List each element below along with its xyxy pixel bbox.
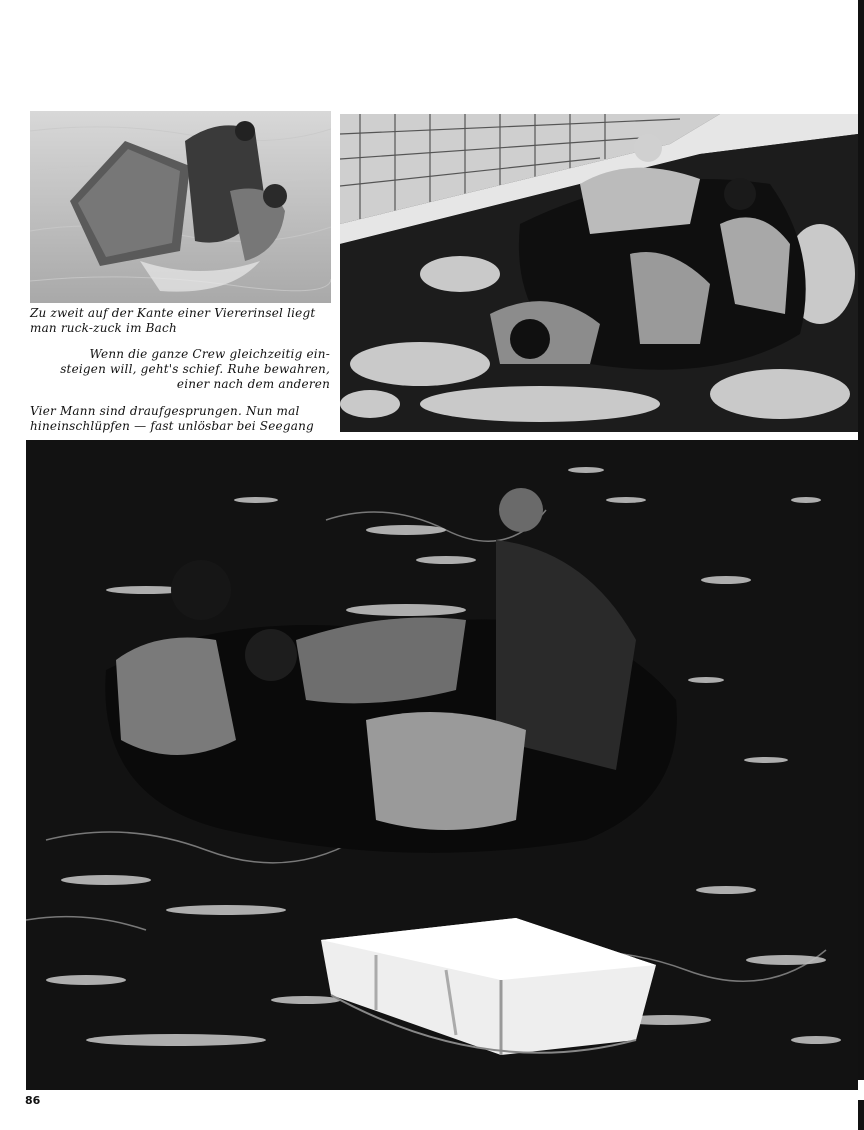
caption-line: Wenn die ganze Crew gleichzeitig ein- <box>89 347 330 361</box>
caption-line: hineinschlüpfen — fast unlösbar bei Seegang <box>30 419 314 433</box>
caption-whole-crew <box>30 347 330 392</box>
caption-raft-edge <box>30 306 330 336</box>
caption-line: man ruck-zuck im Bach <box>30 321 177 335</box>
page-number: 86 <box>25 1094 41 1107</box>
photo-raft-edge-capsize-image <box>30 111 331 303</box>
page-edge-shadow <box>858 0 864 1130</box>
caption-line: Zu zweit auf der Kante einer Viererinsel liegt <box>30 306 316 320</box>
photo-four-men-raft <box>26 440 858 1090</box>
caption-line: einer nach dem anderen <box>176 377 330 391</box>
caption-line: Vier Mann sind draufgesprungen. Nun mal <box>30 404 300 418</box>
caption-line: steigen will, geht's schief. Ruhe bewahren, <box>60 362 330 376</box>
photo-crew-boarding-image <box>340 114 858 432</box>
photo-crew-boarding <box>340 114 858 432</box>
photo-four-men-raft-image <box>26 440 858 1090</box>
photo-raft-edge-capsize <box>30 111 331 303</box>
caption-four-men <box>30 404 330 434</box>
page-edge-gap <box>858 1080 864 1100</box>
